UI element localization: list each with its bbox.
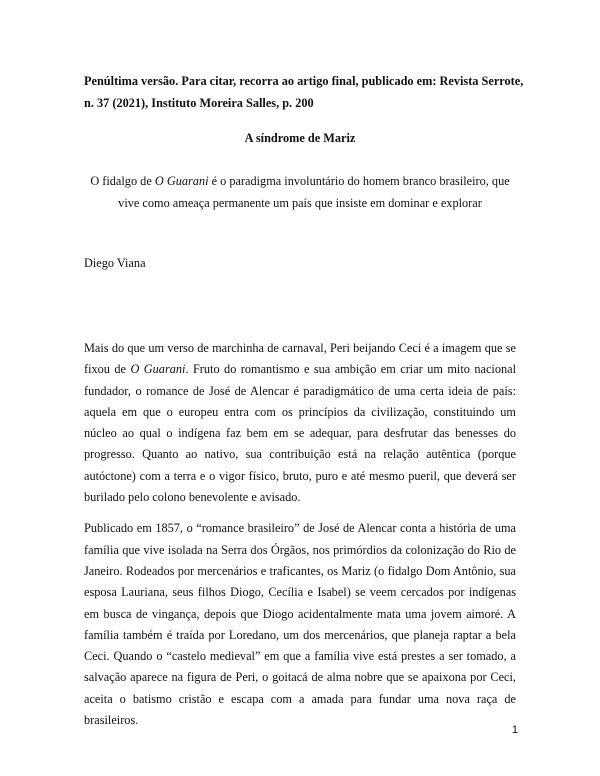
subtitle-italic: O Guarani xyxy=(154,174,209,188)
page-number: 1 xyxy=(511,724,518,736)
p1-suffix: . Fruto do romantismo e sua ambição em criar um mito nacional fundador, o romance de José de Alencar é paradigmático de uma certa ideia de país: aquela em que o europeu entra com os princípios da civilização, constituindo um núcleo ao qual o indígena faz bem em se adequar, para desfrutar das benesses do progresso. Quanto ao nativo, sua contribuição está na relação autêntica (porque autóctone) com a terra e o vigor físico, bruto, puro e até mesmo pueril, que deverá ser burilado pelo colono benevolente e avisado. xyxy=(84,362,516,505)
paragraph-2: Publicado em 1857, o “romance brasileiro” de José de Alencar conta a história de uma família que vive isolada na Serra dos Órgãos, nos primórdios da colonização do Rio de Janeiro. Rodeados por mercenários e traficantes, os Mariz (o fidalgo Dom Antônio, sua esposa Lauriana, seus filhos Diogo, Cecília e Isabel) se veem cercados por indígenas em busca de vingança, depois que Diogo acidentalmente mata uma jovem aimoré. A família também é traída por Loredano, um dos mercenários, que planeja raptar a bela Ceci. Quando o “castelo medieval” em que a família vive está prestes a ser tomado, a salvação aparece na figura de Peri, o goitacá de alma nobre que se apaixona por Ceci, aceita o batismo cristão e escapa com a amada para fundar uma nova raça de brasileiros. xyxy=(84,521,516,728)
subtitle-suffix: é o paradigma involuntário do homem branco brasileiro, que vive como ameaça permanente um país que insiste em dominar e explorar xyxy=(118,174,510,210)
citation-notice: Penúltima versão. Para citar, recorra ao artigo final, publicado em: Revista Serrote, n. 37 (2021), Instituto Moreira Salles, p. 200 xyxy=(84,74,524,110)
p1-prefix: Mais do que um verso de marchinha de carnaval, Peri beijando Ceci é a imagem que se fixou de xyxy=(84,341,516,377)
subtitle-prefix: O fidalgo de xyxy=(90,174,155,188)
article-body xyxy=(84,338,516,741)
p1-italic: O Guarani xyxy=(130,362,186,377)
paragraph-1 xyxy=(84,338,516,508)
article-title: A síndrome de Mariz xyxy=(244,131,356,145)
article-subtitle xyxy=(84,170,516,214)
author-name: Diego Viana xyxy=(84,256,146,270)
